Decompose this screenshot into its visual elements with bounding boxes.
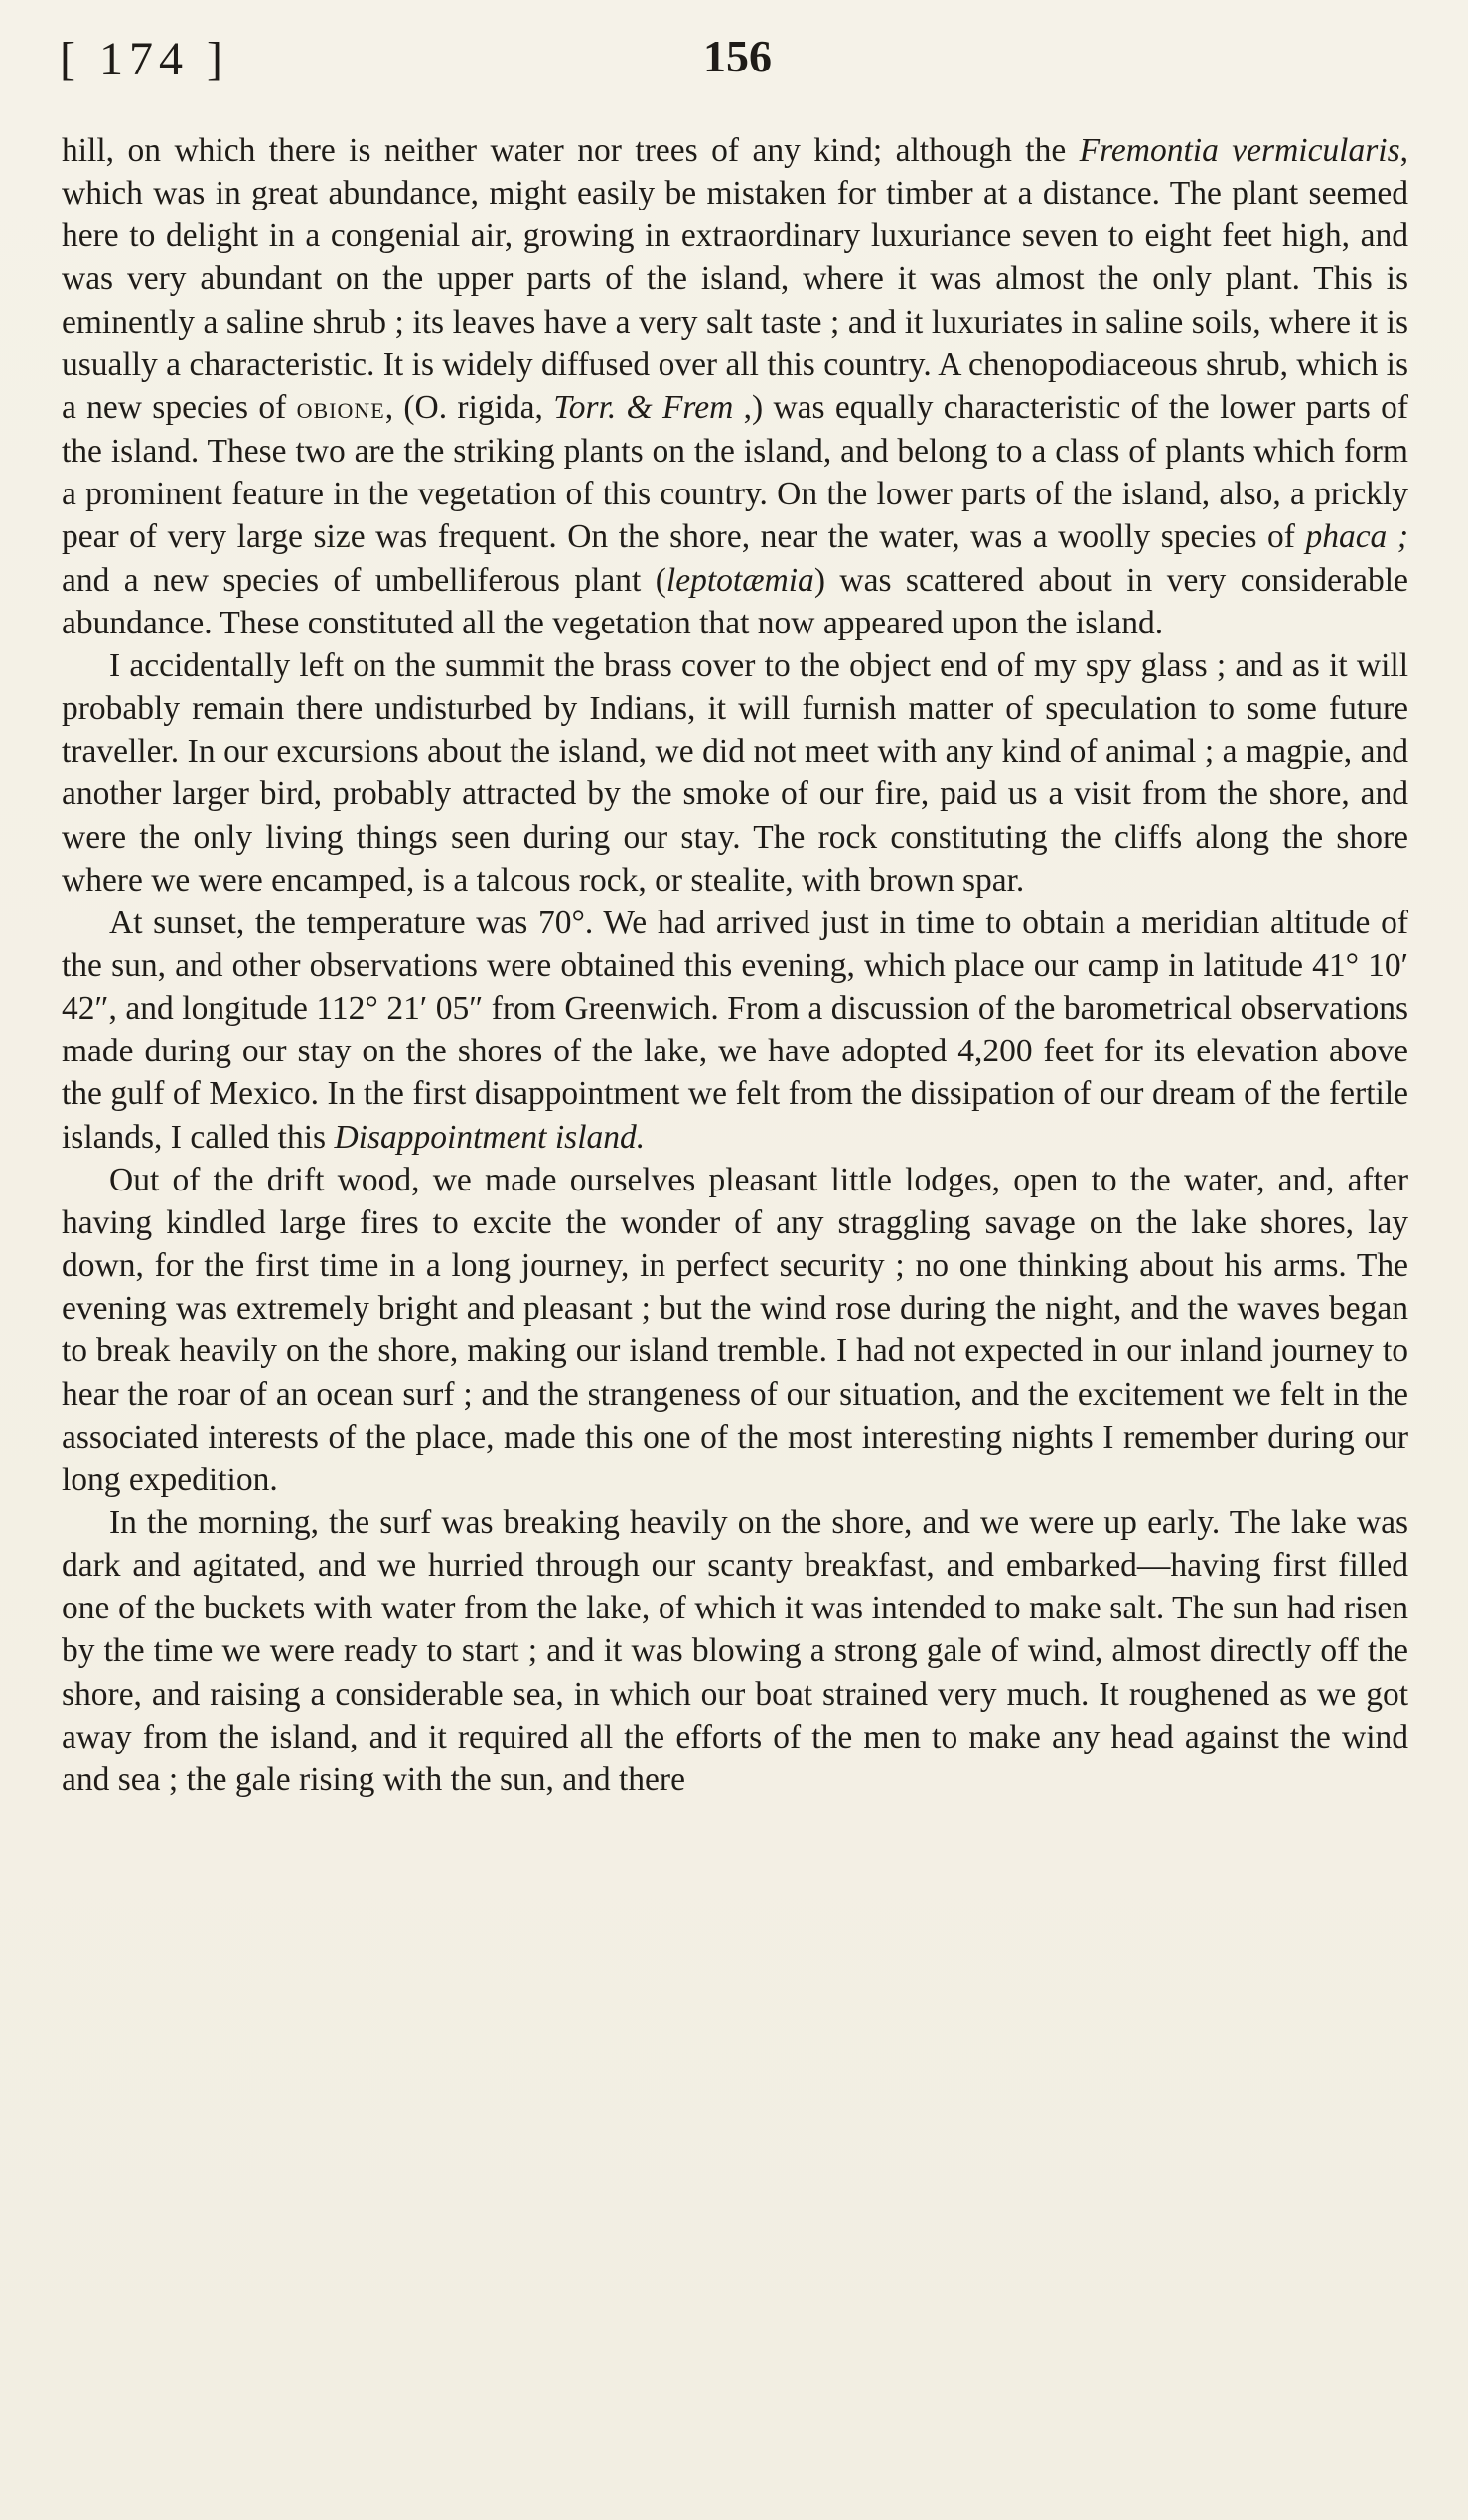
paragraph-p3 <box>62 902 1408 1159</box>
text-run: ) was scattered about in very considerable abundance. These constituted all the vegetation that now appeared upon the island. <box>62 561 1408 641</box>
text-run: At sunset, the temperature was 70°. We had arrived just in time to obtain a meridian altitude of the sun, and other observations were obtained this evening, which place our camp in latitude 41° 10′ 42″, and longitude 112° 21′ 05″ from Greenwich. From a discussion of the barometrical observations made during our stay on the shores of the lake, we have adopted 4,200 feet for its elevation above the gulf of Mexico. In the first disappointment we felt from the dissipation of our dream of the fertile islands, I called this <box>62 904 1408 1156</box>
paragraph-p5 <box>62 1501 1408 1801</box>
text-run: I accidentally left on the summit the brass cover to the object end of my spy glass ; and as it will probably remain there undisturbed by Indians, it will furnish matter of speculation to some future traveller. In our excursions about the island, we did not meet with any kind of animal ; a magpie, and another larger bird, probably attracted by the smoke of our fire, paid us a visit from the shore, and were the only living things seen during our stay. The rock constituting the cliffs along the shore where we were encamped, is a talcous rock, or stealite, with brown spar. <box>62 646 1408 899</box>
small-caps-text: obione <box>296 390 385 425</box>
page-header <box>0 28 1468 107</box>
text-run: In the morning, the surf was breaking heavily on the shore, and we were up early. The lake was dark and agitated, and we hurried through our scanty breakfast, and embarked—having first filled one of the buckets with water from the lake, of which it was intended to make salt. The sun had risen by the time we were ready to start ; and it was blowing a strong gale of wind, almost directly off the shore, and raising a considerable sea, in which our boat strained very much. It roughened as we got away from the island, and it required all the efforts of the men to make any head against the wind and sea ; the gale rising with the sun, and there <box>62 1504 1408 1798</box>
text-run: and a new species of umbelliferous plant ( <box>62 561 666 599</box>
bracketed-page-number: [ 174 ] <box>60 33 228 85</box>
text-run: Out of the drift wood, we made ourselves pleasant little lodges, open to the water, and, after having kindled large fires to excite the wonder of any straggling savage on the lake shores, lay down, for the first time in a long journey, in perfect security ; no one thinking about his arms. The evening was extremely bright and pleasant ; but the wind rose during the night, and the waves began to break heavily on the shore, making our island tremble. I had not expected in our inland journey to hear the roar of an ocean surf ; and the strangeness of our situation, and the excitement we felt in the associated interests of the place, made this one of the most interesting nights I remember during our long expedition. <box>62 1161 1408 1498</box>
paragraph-p1 <box>62 129 1408 644</box>
body-text <box>62 129 1408 1801</box>
italic-text: Disappointment island. <box>334 1118 646 1156</box>
italic-text: phaca ; <box>1305 518 1408 556</box>
paragraph-p2 <box>62 644 1408 902</box>
text-run: , which was in great abundance, might easily be mistaken for timber at a distance. The plant seemed here to delight in a congenial air, growing in extraordinary luxuriance seven to eight feet high, and was very abundant on the upper parts of the island, where it was almost the only plant. This is eminently a saline shrub ; its leaves have a very salt taste ; and it luxuriates in saline soils, where it is usually a characteristic. It is widely diffused over all this country. A chenopodiaceous shrub, which is a new species of <box>62 132 1408 426</box>
paragraph-p4 <box>62 1159 1408 1501</box>
italic-text: Torr. & Frem <box>553 388 734 426</box>
text-run: , (O. rigida, <box>384 388 554 426</box>
page-number: 156 <box>703 31 772 81</box>
italic-text: leptotæmia <box>665 561 814 599</box>
text-run: ,) was equally characteristic of the lower parts of the island. These two are the striking plants on the island, and belong to a class of plants which form a prominent feature in the vegetation of this country. On the lower parts of the island, also, a prickly pear of very large size was frequent. On the shore, near the water, was a woolly species of <box>62 388 1409 556</box>
italic-text: Fremontia vermicularis <box>1079 132 1400 169</box>
text-run: hill, on which there is neither water nor trees of any kind; although the <box>62 132 1080 169</box>
